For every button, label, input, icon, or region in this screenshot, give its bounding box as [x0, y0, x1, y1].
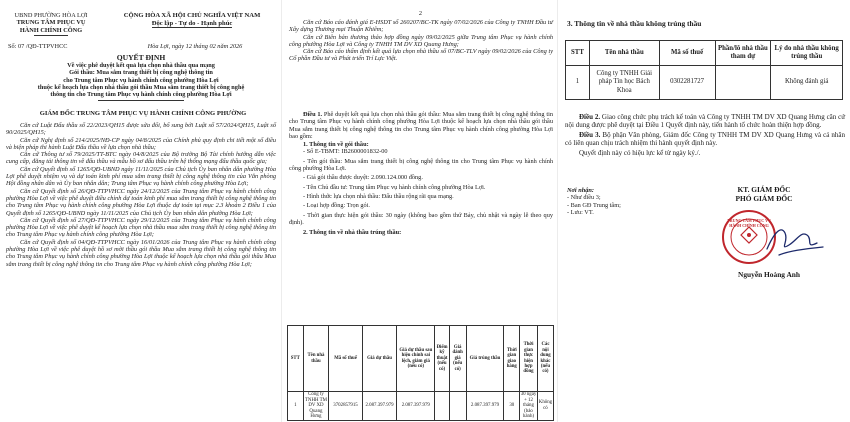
- table-cell: 3702857915: [329, 392, 362, 421]
- document-page-3: [559, 0, 850, 422]
- page-number: 2: [418, 10, 423, 17]
- legal-basis: Căn cứ Luật Đấu thầu số 22/2023/QH15 được sửa đổi, bổ sung bởi Luật số 57/2024/QH15, Luật số 90/2025/QH15;: [6, 122, 276, 137]
- legal-basis: Căn cứ Quyết định số 04/QĐ-TTPVHCC ngày 16/01/2026 của Trung tâm Phục vụ hành chính công phường Hòa Lợi về việc phê duyệt hồ sơ mời thầu gói thầu Mua sắm trang thiết bị công nghệ thông tin cho Trung tâm Phục vụ hành chính công phường Hòa Lợi thuộc kế hoạch lựa chọn nhà thầu gói thầu Mua sắm trang thiết bị công nghệ thông tin cho Trung tâm Phục vụ hành chính công phường Hòa Lợi;: [6, 238, 276, 268]
- bid-info-item: - Thời gian thực hiện gói thầu: 30 ngày (không bao gồm thứ Bảy, chủ nhật và ngày lễ theo quy định).: [289, 211, 553, 226]
- official-seal-and-signature: [719, 205, 829, 275]
- table-cell: [435, 392, 450, 421]
- signer-name: Nguyễn Hoàng Anh: [737, 270, 801, 279]
- table-cell: 1: [288, 392, 304, 421]
- document-number: Số: 07 /QĐ-TTPVHCC: [8, 43, 68, 50]
- recipients-title: Nơi nhận:: [567, 187, 595, 194]
- section-1-title: 1. Thông tin về gói thầu:: [303, 141, 369, 149]
- winning-bidder-table: [287, 325, 554, 421]
- column-header: Giá dự thầu sau hiệu chỉnh sai lệch, giảm giá (nếu có): [397, 326, 435, 392]
- subject-line: Về việc phê duyệt kết quả lựa chọn nhà thầu qua mạng: [67, 62, 215, 69]
- table-cell: Không có: [537, 392, 553, 421]
- legal-basis: Căn cứ Quyết định số 26/QĐ-TTPVHCC ngày 24/12/2025 của Trung tâm Phục vụ hành chính công phường Hòa Lợi về việc phê duyệt điều chỉnh dự toán kinh phí mua sắm trang thiết bị công nghệ thông tin cho Trung tâm Phục vụ hành chính công phường Hòa Lợi thuộc dự toán tại mục 2.3 khoản 2 Điều 1 của Quyết định số 1265/QĐ-UBND ngày 11/11/2025 của Chủ tịch Ủy ban nhân dân phường Hòa Lợi;: [6, 187, 276, 217]
- table-cell: 30 ngày + 12 tháng (bảo hành): [520, 392, 537, 420]
- bid-info-item: - Tên Chủ đầu tư: Trung tâm Phục vụ hành chính công phường Hòa Lợi.: [303, 183, 486, 191]
- effective-clause: Quyết định này có hiệu lực kể từ ngày ký./.: [579, 149, 701, 157]
- table-cell: 2.087.397.979: [362, 392, 397, 421]
- decision-subject: [2, 62, 280, 98]
- column-header: Điểm kỹ thuật (nếu có): [435, 326, 450, 392]
- column-header: Thời gian giao hàng: [504, 326, 520, 392]
- bid-info-item: - Tên gói thầu: Mua sắm trang thiết bị công nghệ thông tin cho Trung tâm Phục vụ hành chính công phường Hòa Lợi.: [289, 157, 553, 173]
- motto-underline: [152, 27, 232, 28]
- column-header: Giá dự thầu: [362, 326, 397, 392]
- column-header: Giá trúng thầu: [466, 326, 504, 392]
- column-header: Các nội dung khác (nếu có): [537, 326, 553, 392]
- column-header: STT: [566, 41, 590, 66]
- national-motto: Độc lập - Tự do - Hạnh phúc: [151, 19, 233, 27]
- legal-basis: Căn cứ Báo cáo thẩm định kết quả lựa chọn nhà thầu số 07/BC-TLV ngày 09/02/2026 của Công ty Cổ phần Đầu tư và Phát triển Trí Lực Việt.: [289, 48, 553, 63]
- sign-title-line-1: KT. GIÁM ĐỐC: [737, 185, 791, 194]
- table-row: [288, 392, 554, 421]
- article-3-text: Điều 3. Bộ phận Văn phòng, Giám đốc Công ty TNHH TM DV XD Quang Hưng và cá nhân có liên quan chịu trách nhiệm thi hành quyết định này.: [565, 131, 846, 147]
- document-type: QUYẾT ĐỊNH: [116, 53, 166, 62]
- table-cell: Công ty TNHH Giải pháp Tin học Bách Khoa: [589, 66, 659, 100]
- article-1-text: Điều 1. Phê duyệt kết quả lựa chọn nhà thầu gói thầu: Mua sắm trang thiết bị công nghệ thông tin cho Trung tâm Phục vụ hành chính công phường Hòa Lợi thuộc kế hoạch lựa chọn nhà thầu gói thầu Mua sắm trang thiết bị công nghệ thông tin cho Trung tâm Phục vụ hành chính công phường Hòa Lợi bao gồm:: [289, 111, 553, 140]
- table-cell: [449, 392, 466, 421]
- column-header: Tên nhà thầu: [303, 326, 329, 392]
- table-cell: 30: [504, 392, 520, 421]
- subject-line: thuộc kế hoạch lựa chọn nhà thầu gói thầu Mua sắm trang thiết bị công nghệ: [37, 83, 245, 91]
- bid-info-item: - Số E-TBMT: IB2600001832-00: [303, 148, 388, 156]
- subject-line: cho Trung tâm Phục vụ hành chính công phường Hòa Lợi: [63, 76, 219, 84]
- table-cell: [715, 66, 771, 100]
- signature-title: [683, 186, 845, 203]
- recipient-item: - Như điều 3;: [567, 194, 601, 202]
- document-page-2: [283, 0, 558, 422]
- recipient-item: - Lưu: VT.: [567, 208, 594, 216]
- article-2: [565, 113, 845, 129]
- article-1: [289, 111, 553, 236]
- column-header: Mã số thuế: [659, 41, 715, 66]
- document-page-1: [0, 0, 282, 422]
- legal-bases-continued: [289, 19, 553, 63]
- subject-line: Gói thầu: Mua sắm trang thiết bị công nghệ thông tin: [69, 69, 213, 77]
- place-and-date: Hòa Lợi, ngày 12 tháng 02 năm 2026: [147, 43, 243, 50]
- column-header: Tên nhà thầu: [589, 41, 659, 66]
- issuing-org-header: [2, 12, 100, 36]
- articles-2-3: [565, 113, 845, 157]
- recipients: [567, 187, 667, 216]
- legal-basis: Căn cứ Thông tư số 79/2025/TT-BTC ngày 04/8/2025 của Bộ trưởng Bộ Tài chính hướng dẫn việc cung cấp, đăng tải thông tin về đấu thầu và mẫu hồ sơ đấu thầu trên hệ thống mạng đấu thầu quốc gia;: [6, 151, 276, 166]
- org-underline: [34, 35, 68, 36]
- recipient-item: - Ban GĐ Trung tâm;: [567, 201, 621, 209]
- sign-title-line-2: PHÓ GIÁM ĐỐC: [735, 193, 793, 203]
- nation-title: CỘNG HÒA XÃ HỘI CHỦ NGHĨA VIỆT NAM: [123, 12, 261, 19]
- org-line-2: TRUNG TÂM PHỤC VỤ: [16, 19, 86, 27]
- column-header: Mã số thuế: [329, 326, 362, 392]
- subject-line: thông tin cho Trung tâm Phục vụ hành chính công phường Hòa Lợi: [50, 91, 232, 99]
- table-cell: 2.087.397.979: [397, 392, 435, 421]
- table-row: [566, 66, 843, 100]
- table-header-row: [566, 41, 843, 66]
- org-line-3: HÀNH CHÍNH CÔNG: [19, 26, 83, 34]
- org-line-1: UBND PHƯỜNG HÒA LỢI: [14, 12, 88, 19]
- column-header: Thời gian thực hiện hợp đồng: [520, 326, 538, 392]
- table-cell: Công ty TNHH TM DV XD Quang Hưng: [304, 392, 327, 420]
- column-header: Lý do nhà thầu không trúng thầu: [771, 41, 843, 66]
- table-cell: 1: [566, 66, 590, 100]
- table-cell: Không đánh giá: [771, 66, 843, 100]
- bid-info-item: - Hình thức lựa chọn nhà thầu: Đấu thầu rộng rãi qua mạng.: [303, 192, 454, 200]
- table-cell: 2.087.397.979: [466, 392, 504, 421]
- column-header: Phần/lô nhà thầu tham dự: [715, 41, 771, 66]
- subject-underline: [98, 100, 184, 101]
- seal-text: TRUNG TÂM PHỤC VỤ HÀNH CHÍNH CÔNG: [727, 218, 771, 228]
- column-header: Giá đánh giá (nếu có): [449, 326, 466, 392]
- table-header-row: [288, 326, 554, 392]
- legal-basis: Căn cứ Báo cáo đánh giá E-HSDT số 260207/BC-TK ngày 07/02/2026 của Công ty TNHH Đầu tư Xây dựng Thương mại Thuận Khiêm;: [289, 19, 553, 34]
- legal-basis: Căn cứ Quyết định số 27/QĐ-TTPVHCC ngày 29/12/2025 của Trung tâm Phục vụ hành chính công phường Hòa Lợi về việc phê duyệt kế hoạch lựa chọn nhà thầu mua sắm trang thiết bị công nghệ thông tin cho Trung tâm Phục vụ hành chính công phường Hòa Lợi;: [6, 216, 276, 239]
- national-header: [104, 12, 280, 28]
- legal-basis: Căn cứ Biên bản thương thảo hợp đồng ngày 09/02/2025 giữa Trung tâm Phục vụ hành chính công phường Hòa Lợi và Công ty TNHH TM DV XD Quang Hưng;: [289, 33, 553, 48]
- table-cell: 0302281727: [659, 66, 715, 100]
- losing-bidder-table: [565, 40, 843, 100]
- column-header: STT: [288, 326, 304, 392]
- bid-info-item: - Giá gói thầu được duyệt: 2.090.124.000 đồng.: [303, 174, 423, 182]
- article-3: [565, 131, 845, 147]
- bid-info-item: - Loại hợp đồng: Trọn gói.: [303, 202, 371, 210]
- legal-bases: [6, 122, 276, 268]
- section-2-title: 2. Thông tin về nhà thầu trúng thầu:: [303, 229, 402, 237]
- legal-basis: Căn cứ Nghị định số 214/2025/NĐ-CP ngày 04/8/2025 của Chính phủ quy định chi tiết một số điều và biện pháp thi hành Luật Đấu thầu về lựa chọn nhà thầu;: [6, 136, 276, 151]
- issuing-authority: GIÁM ĐỐC TRUNG TÂM PHỤC VỤ HÀNH CHÍNH CÔNG PHƯỜNG: [39, 110, 247, 117]
- article-2-text: Điều 2. Giao công chức phụ trách kế toán và Công ty TNHH TM DV XD Quang Hưng căn cứ nội dung được phê duyệt tại Điều 1 Quyết định này, tiến hành tổ chức hoàn thiện hợp đồng.: [565, 113, 846, 129]
- legal-basis: Căn cứ Quyết định số 1265/QĐ-UBND ngày 11/11/2025 của Chủ tịch Ủy ban nhân dân phường Hòa Lợi phê duyệt nhiệm vụ và dự toán kinh phí mua sắm trang thiết bị công nghệ thông tin của Văn phòng Hội đồng nhân dân và Ủy ban nhân dân; Trung tâm Phục vụ hành chính công phường Hòa Lợi;: [6, 165, 276, 188]
- section-3-title: 3. Thông tin về nhà thầu không trúng thầu: [567, 19, 702, 28]
